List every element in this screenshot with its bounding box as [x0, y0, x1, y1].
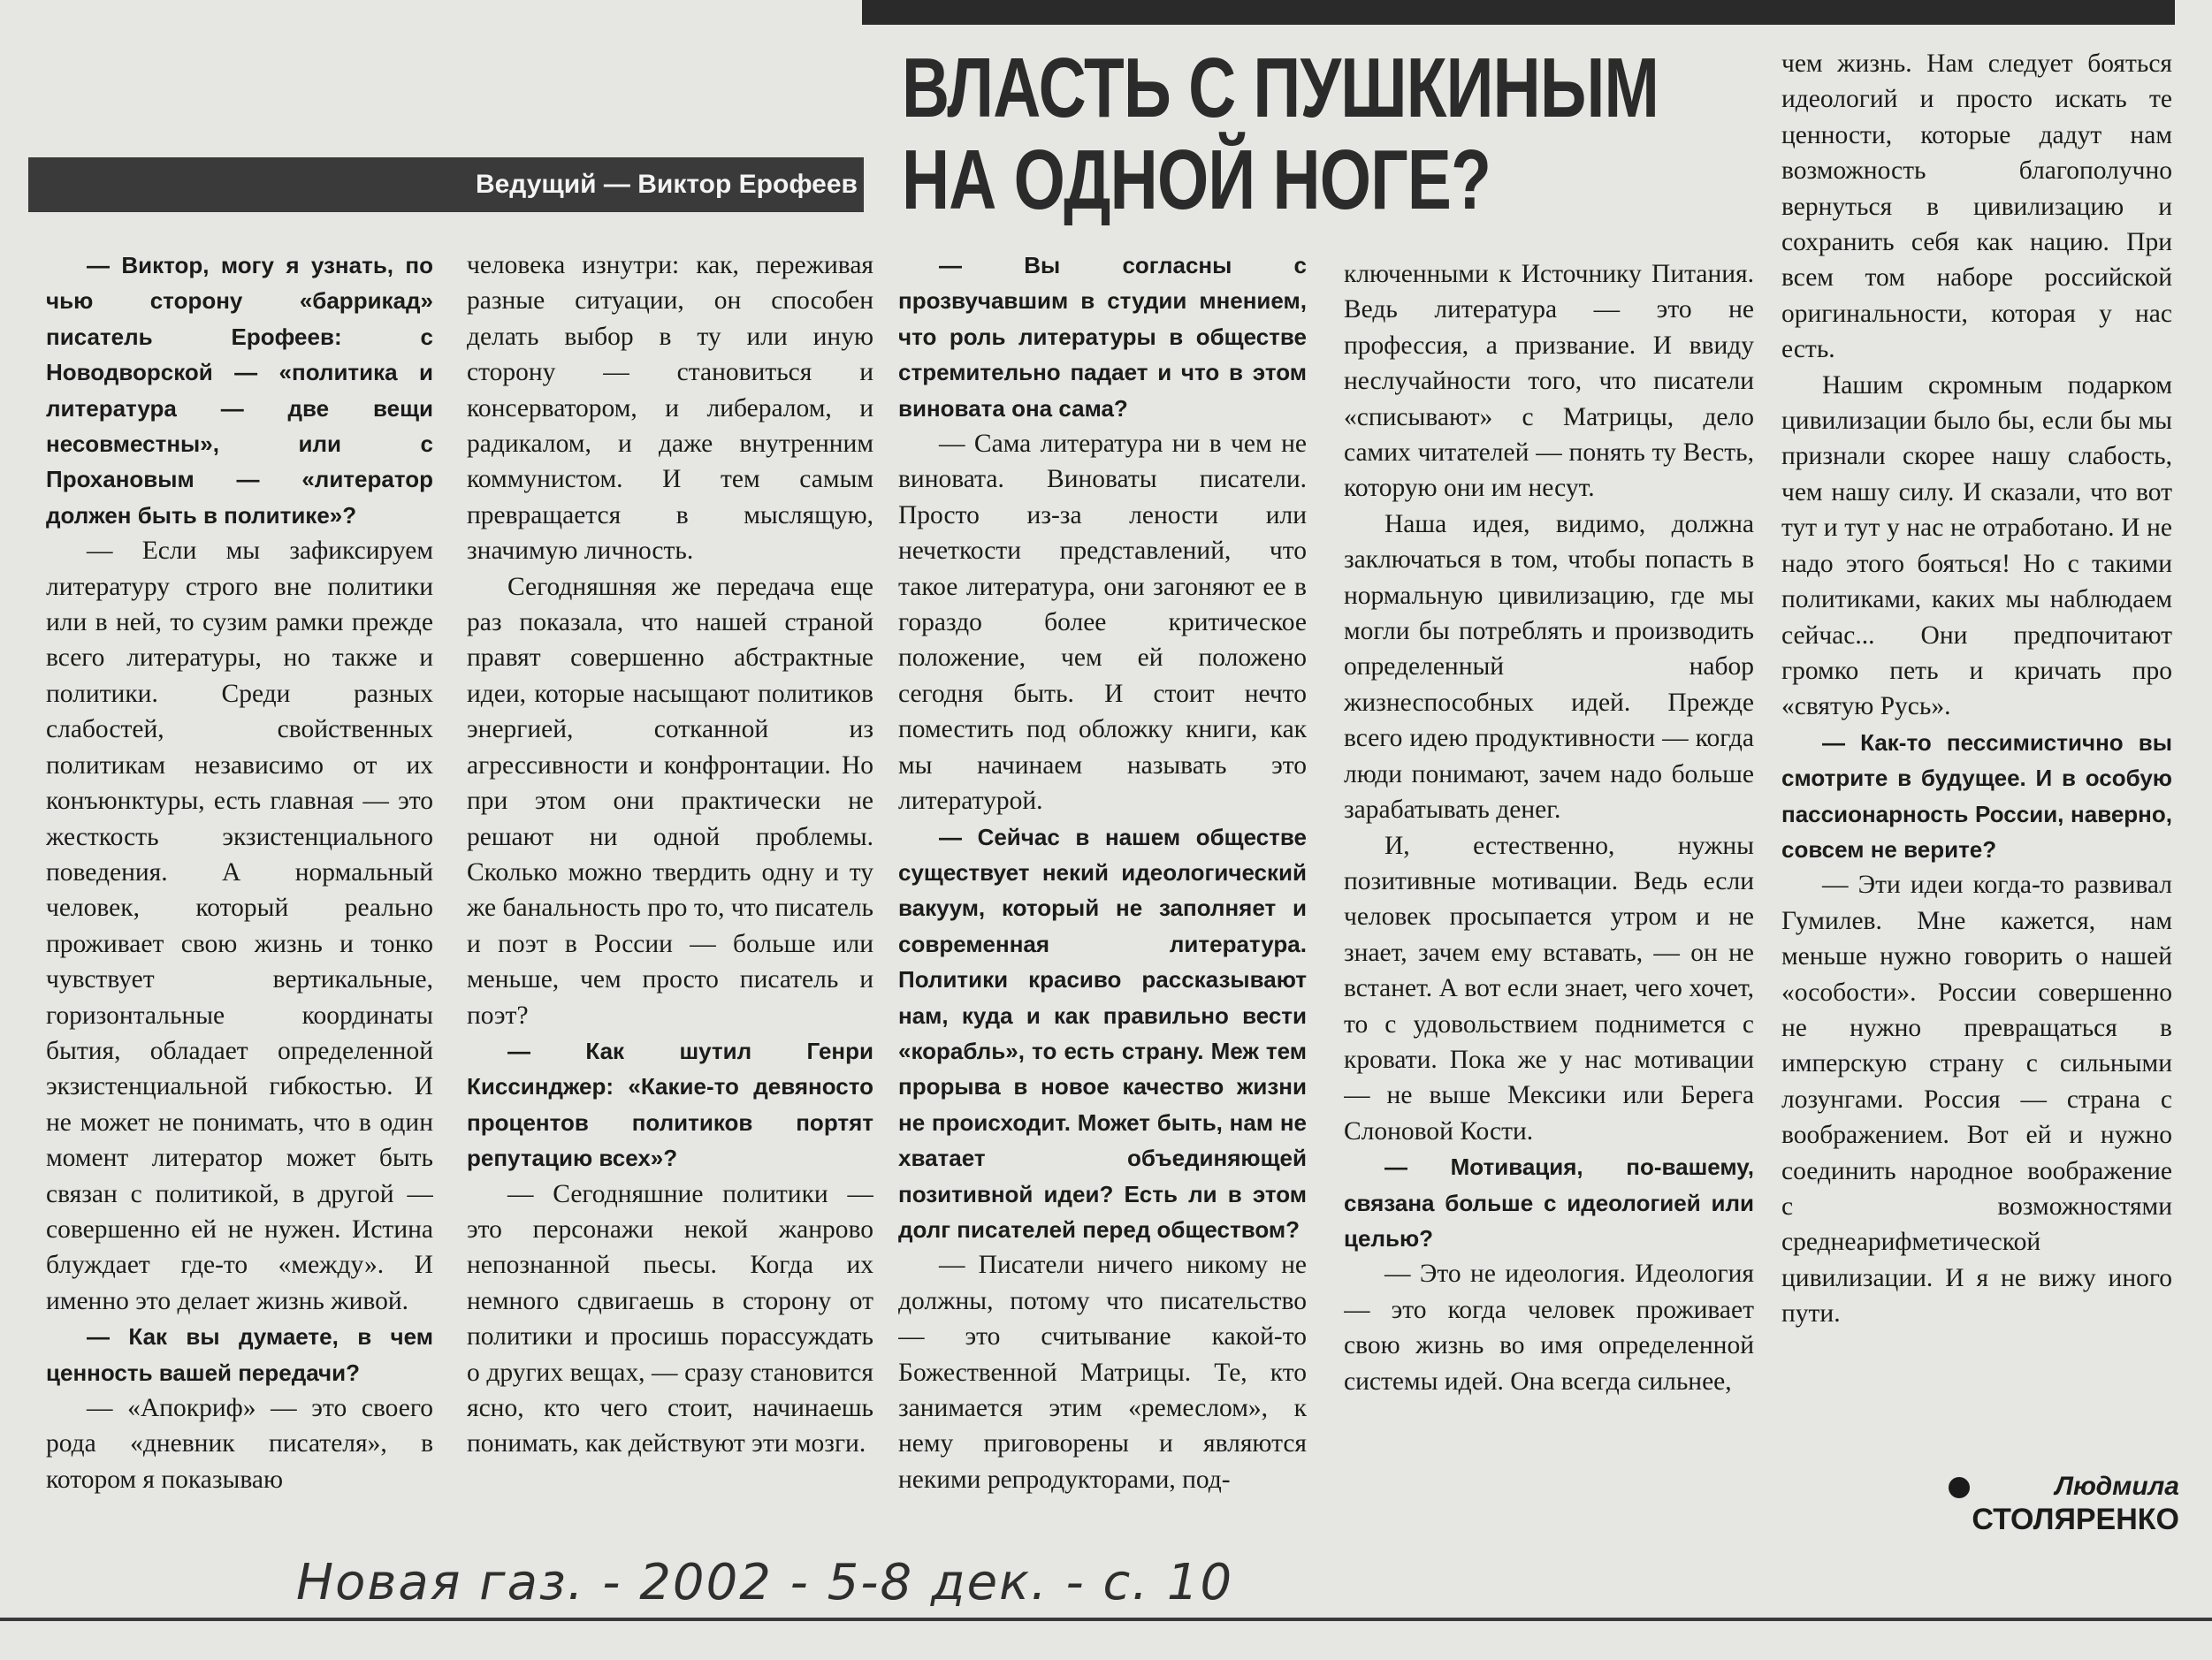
bullet-icon — [1949, 1477, 1970, 1498]
question-paragraph: — Вы согласны с прозвучавшим в студии мнением, что роль литературы в обществе стремительно падает и что в этом виновата она сама? — [898, 252, 1307, 422]
answer-paragraph: Нашим скромным подарком цивилизации было бы, если бы мы признали скорее нашу слабость, чем нашу силу. И сказали, что вот тут и тут у нас не отработано. И не надо этого бояться! Но с такими политиками, каких мы наблюдаем сейчас... Они предпочитают громко петь и кричать про «святую Русь». — [1781, 370, 2172, 721]
handwritten-source-note: Новая газ. - 2002 - 5-8 дек. - с. 10 — [296, 1554, 1234, 1611]
question-paragraph: — Мотивация, по-вашему, связана больше с идеологией или целью? — [1344, 1154, 1754, 1252]
answer-paragraph: — «Апокриф» — это своего рода «дневник писателя», в котором я показываю — [46, 1394, 433, 1494]
headline — [902, 41, 1659, 227]
author-first-name: Людмила — [2055, 1472, 2179, 1501]
top-rubric-band — [862, 0, 2175, 25]
question-paragraph: — Как вы думаете, в чем ценность вашей передачи? — [46, 1323, 433, 1386]
answer-paragraph: И, естественно, нужны позитивные мотивации. Ведь если человек просыпается утром и не знает, зачем ему вставать, — он не встанет. А вот если знает, чего хочет, то с удовольствием поднимется с кровати. Пока же у нас мотивации — не выше Мексики или Берега Слоновой Кости. — [1344, 831, 1754, 1146]
article-column-5 — [1781, 46, 2172, 1451]
answer-paragraph: — Эти идеи когда-то развивал Гумилев. Мне кажется, нам меньше нужно говорить о нашей «особости». России совершенно не нужно превращаться в имперскую страну с сильными лозунгами. Россия — страна с воображением. Вот ей и нужно соединить народное воображение с возможностями среднеарифметической цивилизации. И я не вижу иного пути. — [1781, 871, 2172, 1329]
answer-paragraph: Сегодняшняя же передача еще раз показала, что нашей страной правят совершенно абстрактные идеи, которые насыщают политиков энергией, сотканной из агрессивности и конфронтации. Но при этом они практически не решают ни одной проблемы. Сколько можно твердить одну и ту же банальность про то, что писатель и поэт в России — больше или меньше, чем просто писатель и поэт? — [467, 572, 873, 1030]
article-column-1 — [46, 247, 433, 1547]
question-paragraph: — Как шутил Генри Киссинджер: «Какие-то девяносто процентов политиков портят репутацию всех»? — [467, 1037, 873, 1172]
answer-paragraph: — Это не идеология. Идеология — это когда человек проживает свою жизнь во имя определенной системы идей. Она всегда сильнее, — [1344, 1260, 1754, 1396]
question-paragraph: — Виктор, могу я узнать, по чью сторону «баррикад» писатель Ерофеев: с Новодворской — «политика и литература — две вещи несовместны», или с Прохановым — «литератор должен быть в политике»? — [46, 252, 433, 529]
answer-paragraph: — Писатели ничего никому не должны, потому что писательство — это считывание какой-то Божественной Матрицы. Те, кто занимается этим «ремеслом», к нему приговорены и являются некими репродукторами, под- — [898, 1251, 1307, 1494]
answer-paragraph: — Сама литература ни в чем не виновата. Виноваты писатели. Просто из-за лености или нечеткости представлений, что такое литература, они загоняют ее в гораздо более критическое положение, чем ей положено сегодня быть. И стоит нечто поместить под обложку книги, как мы начинаем называть это литературой. — [898, 430, 1307, 816]
article-column-4 — [1344, 256, 1754, 1556]
author-signature — [1954, 1472, 2179, 1537]
author-last-name: СТОЛЯРЕНКО — [1972, 1503, 2179, 1536]
headline-line-1: ВЛАСТЬ С ПУШКИНЫМ — [902, 41, 1659, 135]
answer-paragraph: ключенными к Источнику Питания. Ведь литература — это не профессия, а призвание. И ввиду неслучайности того, что писатели «списывают» с Матрицы, дело самих читателей — понять ту Весть, которую они им несут. — [1344, 260, 1754, 503]
article-column-3 — [898, 247, 1307, 1547]
answer-paragraph: человека изнутри: как, переживая разные ситуации, он способен делать выбор в ту или иную сторону — становиться и консерватором, и либералом, и радикалом, и даже внутренним коммунистом. И тем самым превращается в мыслящую, значимую личность. — [467, 251, 873, 566]
headline-line-2: НА ОДНОЙ НОГЕ? — [902, 133, 1491, 227]
answer-paragraph: — Сегодняшние политики — это персонажи некой жанрово непознанной пьесы. Когда их немного сдвигаешь в сторону от политики и просишь порассуждать о других вещах, — сразу становится ясно, кто чего стоит, начинаешь понимать, как действуют эти мозги. — [467, 1179, 873, 1458]
answer-paragraph: чем жизнь. Нам следует бояться идеологий и просто искать те ценности, которые дадут нам возможность благополучно вернуться в цивилизацию и сохранить себя как нацию. При всем том наборе российской оригинальности, которая у нас есть. — [1781, 49, 2172, 364]
answer-paragraph: Наша идея, видимо, должна заключаться в том, чтобы попасть в нормальную цивилизацию, где мы могли бы потреблять и производить определенный набор жизнеспособных идей. Прежде всего идею продуктивности — когда люди понимают, зачем надо больше зарабатывать денег. — [1344, 509, 1754, 825]
bottom-rule — [0, 1618, 2212, 1621]
question-paragraph: — Как-то пессимистично вы смотрите в будущее. И в особую пассионарность России, наверно, совсем не верите? — [1781, 728, 2172, 863]
question-paragraph: — Сейчас в нашем обществе существует некий идеологический вакуум, который не заполняет и современная литература. Политики красиво рассказывают нам, куда и как правильно вести «корабль», то есть страну. Меж тем прорыва в новое качество жизни не происходит. Может быть, нам не хватает объединяющей позитивной идеи? Есть ли в этом долг писателей перед обществом? — [898, 823, 1307, 1243]
article-column-2 — [467, 247, 873, 1547]
byline: Ведущий — Виктор Ерофеев — [475, 170, 858, 199]
answer-paragraph: — Если мы зафиксируем литературу строго вне политики или в ней, то сузим рамки прежде всего литературы, но также и политики. Среди разных слабостей, свойственных политикам независимо от их конъюнктуры, есть главная — это жесткость экзистенциального поведения. А нормальный человек, который реально проживает свою жизнь и тонко чувствует вертикальные, горизонтальные координаты бытия, обладает определенной экзистенциальной гибкостью. И не может не понимать, что в один момент литератор может быть связан с политикой, в другой — совершенно ей не нужен. Истина блуждает где-то «между». И именно это делает жизнь живой. — [46, 537, 433, 1315]
